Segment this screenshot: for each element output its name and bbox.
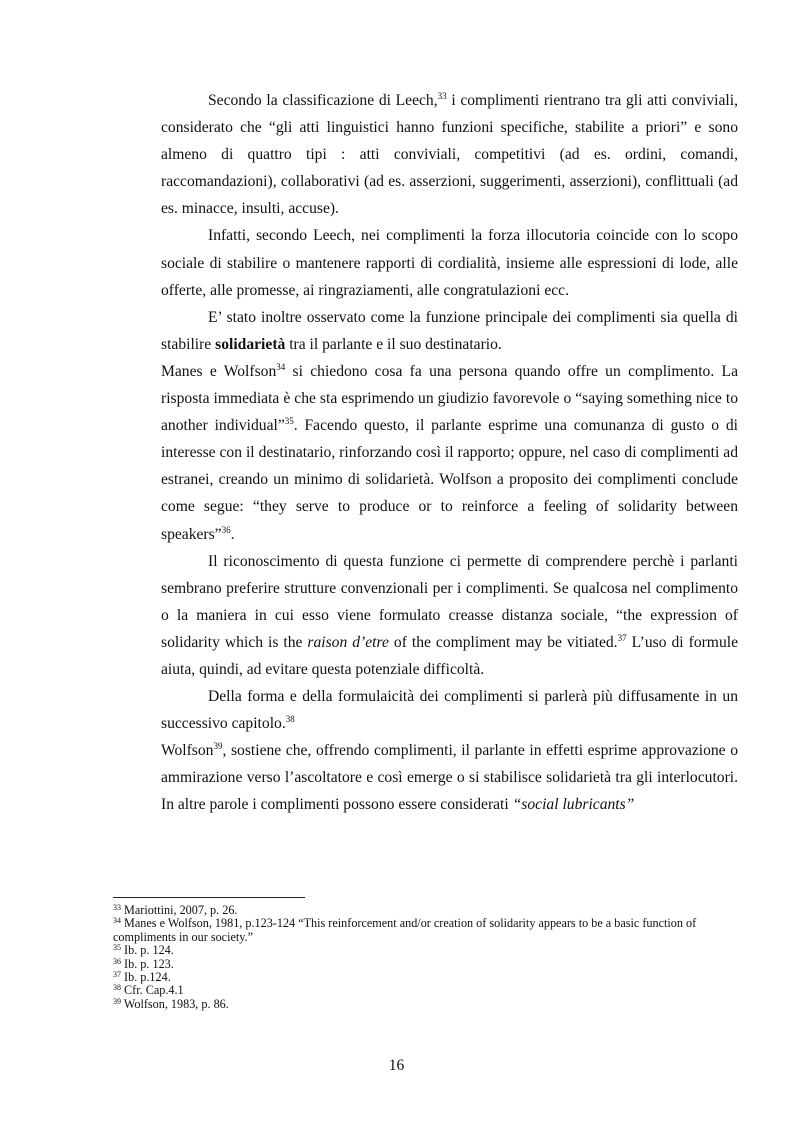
footnote-39 — [113, 998, 723, 1011]
text-run: , sostiene che, offrendo complimenti, il parlante in effetti esprime approvazione o ammirazione verso l’ascoltatore e così emerge o si stabilisce solidarietà tra gli interlocutori. In altre parole i complimenti possono essere considerati — [161, 742, 738, 814]
footnote-36 — [113, 958, 723, 971]
footnote-37 — [113, 971, 723, 984]
paragraph-5 — [161, 548, 738, 683]
footnote-number: 36 — [113, 956, 121, 966]
footnote-text: Cfr. Cap.4.1 — [124, 983, 184, 998]
footnote-number: 38 — [113, 983, 121, 993]
footnote-ref-35[interactable]: 35 — [284, 416, 294, 427]
text-run: Secondo la classificazione di Leech, — [208, 92, 438, 109]
text-run: tra il parlante e il suo destinatario. — [285, 335, 502, 353]
footnote-ref-37[interactable]: 37 — [617, 632, 627, 643]
paragraph-1 — [161, 87, 738, 222]
italic-term: raison d’etre — [307, 633, 389, 651]
paragraph-7 — [161, 737, 738, 818]
footnote-ref-38[interactable]: 38 — [285, 714, 295, 725]
text-run: Il riconoscimento di questa funzione ci permette di comprendere perchè i parlanti sembrano preferire strutture convenzionali per i complimenti. Se qualcosa nel complimento o la maniera in cui esso viene formulato creasse distanza sociale, “the expression of solidarity which is the — [161, 552, 738, 651]
footnote-text: Manes e Wolfson, 1981, p.123-124 “This reinforcement and/or creation of solidarity appears to be a basic function of compliments in our society.” — [113, 916, 697, 944]
bold-term: solidarietà — [215, 335, 286, 353]
footnote-number: 33 — [113, 903, 121, 912]
paragraph-2: Infatti, secondo Leech, nei complimenti la forza illocutoria coincide con lo scopo sociale di stabilire o mantenere rapporti di cordialità, insieme alle espressioni di lode, alle offerte, alle promesse, ai ringraziamenti, alle congratulazioni ecc. — [161, 227, 738, 299]
footnotes — [113, 904, 723, 1011]
footnote-separator — [113, 897, 305, 898]
text-run: of the compliment may be vitiated. — [388, 633, 618, 651]
footnote-number: 39 — [113, 996, 121, 1006]
footnote-number: 35 — [113, 943, 121, 953]
italic-term: “social lubricants” — [512, 796, 635, 814]
text-run: . — [230, 525, 235, 543]
paragraph-3 — [161, 304, 738, 358]
footnote-text: Ib. p. 124. — [124, 943, 174, 958]
footnote-ref-34[interactable]: 34 — [276, 361, 286, 372]
paragraph-4 — [161, 358, 738, 548]
text-run: Manes e Wolfson — [161, 362, 277, 380]
footnote-ref-39[interactable]: 39 — [213, 741, 223, 752]
footnote-text: Mariottini, 2007, p. 26. — [124, 903, 238, 917]
footnote-number: 34 — [113, 916, 121, 926]
text-run: si chiedono cosa fa una persona quando offre un complimento. La risposta immediata è che sta esprimendo un giudizio favorevole o “saying something nice to another individual” — [161, 362, 738, 435]
page-number: 16 — [388, 1057, 405, 1074]
text-run: L’uso di formule aiuta, quindi, ad evitare questa potenziale difficoltà. — [161, 633, 738, 678]
footnote-text: Ib. p.124. — [124, 970, 171, 985]
footnote-35 — [113, 944, 723, 957]
footnote-text: Wolfson, 1983, p. 86. — [123, 996, 229, 1011]
text-run: Della forma e della formulaicità dei complimenti si parlerà più diffusamente in un successivo capitolo. — [161, 688, 738, 733]
text-run: E’ stato inoltre osservato come la funzione principale dei complimenti sia quella di stabilire — [161, 308, 738, 353]
footnote-33 — [113, 904, 723, 917]
footnote-text: Ib. p. 123. — [124, 956, 174, 971]
footnote-38 — [113, 984, 723, 997]
footnote-ref-33[interactable]: 33 — [437, 91, 447, 101]
text-run: i complimenti rientrano tra gli atti conviviali, considerato che “gli atti linguistici hanno funzioni specifiche, stabilite a priori” e sono almeno di quattro tipi : atti conviviali, competitivi (ad es. ordini, comandi, raccomandazioni), collaborativi (ad es. asserzioni, suggerimenti, asserzioni), conflittuali (ad es. minacce, insulti, accuse). — [161, 92, 738, 218]
footnote-number: 37 — [113, 970, 121, 980]
text-run: . Facendo questo, il parlante esprime una comunanza di gusto o di interesse con il destinatario, rinforzando così il rapporto; oppure, nel caso di complimenti ad estranei, creando un minimo di solidarietà. Wolfson a proposito dei complimenti conclude come segue: “they serve to produce or to reinforce a feeling of solidarity between speakers” — [161, 417, 738, 543]
footnote-ref-36[interactable]: 36 — [221, 524, 231, 535]
paragraph-6 — [161, 683, 738, 737]
footnote-34 — [113, 917, 723, 944]
main-text — [161, 87, 738, 819]
text-run: Wolfson — [161, 742, 214, 760]
